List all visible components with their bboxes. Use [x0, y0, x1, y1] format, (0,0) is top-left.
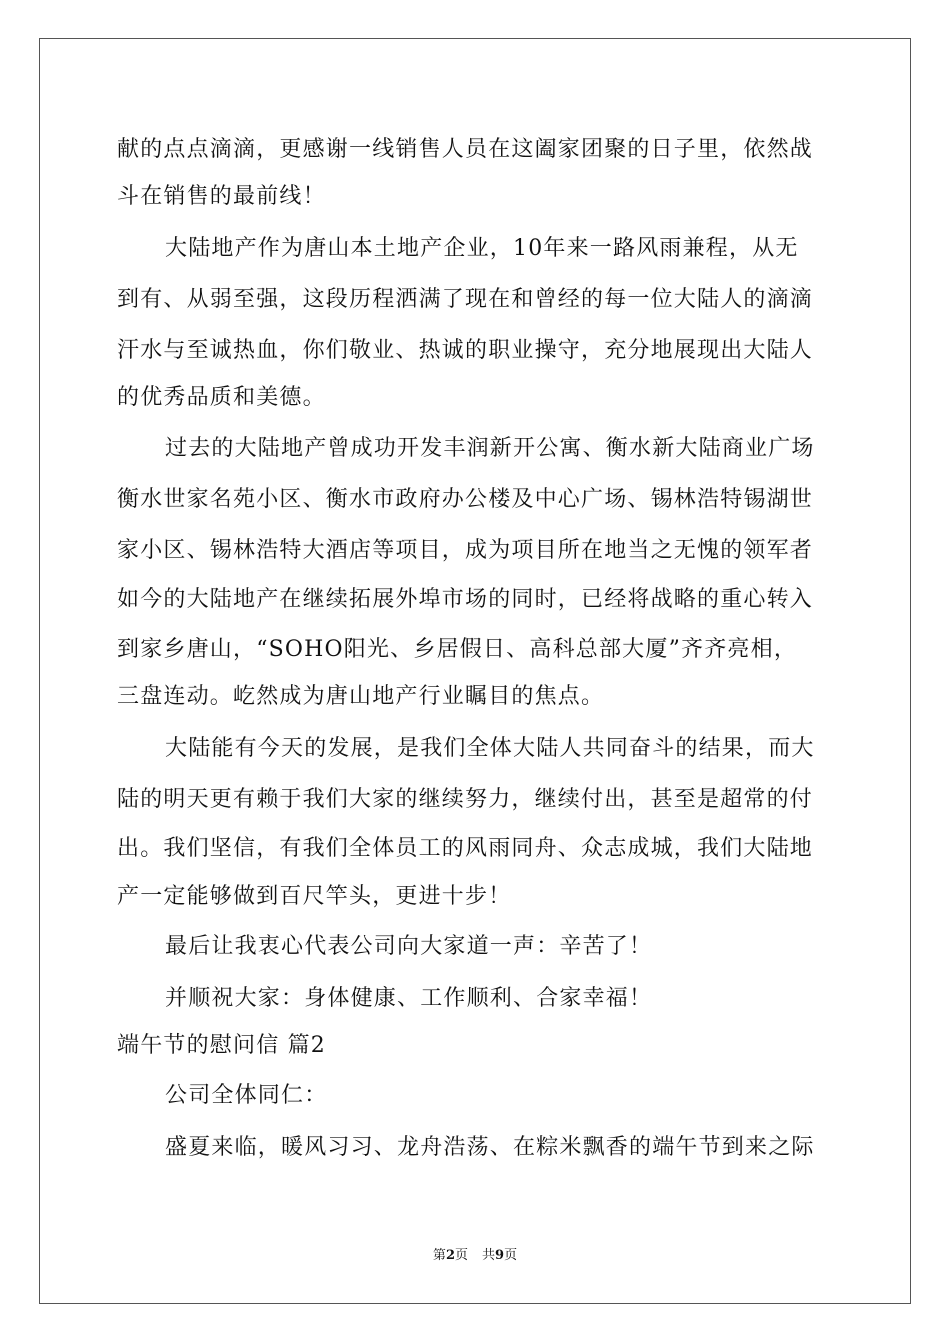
paragraph-start: 最后让我衷心代表公司向大家道一声：辛苦了！: [165, 934, 653, 959]
text-line: 汗水与至诚热血，你们敬业、热诚的职业操守，充分地展现出大陆人: [117, 338, 814, 363]
paragraph-start: 并顺祝大家：身体健康、工作顺利、合家幸福！: [165, 986, 653, 1011]
paragraph-start: 过去的大陆地产曾成功开发丰润新开公寓、衡水新大陆商业广场: [165, 436, 815, 461]
text-line: 衡水世家名苑小区、衡水市政府办公楼及中心广场、锡林浩特锡湖世: [117, 487, 814, 512]
text-line: 献的点点滴滴，更感谢一线销售人员在这阖家团聚的日子里，依然战: [117, 137, 814, 162]
salutation: 公司全体同仁：: [165, 1083, 328, 1108]
text-line: 陆的明天更有赖于我们大家的继续努力，继续付出，甚至是超常的付: [117, 787, 814, 812]
text-line: 三盘连动。屹然成为唐山地产行业瞩目的焦点。: [117, 684, 605, 709]
text-line: 出。我们坚信，有我们全体员工的风雨同舟、众志成城，我们大陆地: [117, 836, 814, 861]
text-line: 斗在销售的最前线！: [117, 184, 326, 209]
section-heading: 端午节的慰问信 篇2: [117, 1033, 326, 1058]
text-line: 到家乡唐山，“SOHO阳光、乡居假日、高科总部大厦”齐齐亮相，: [117, 637, 798, 662]
page-number-label: 第2页: [432, 1248, 468, 1263]
text-line: 家小区、锡林浩特大酒店等项目，成为项目所在地当之无愧的领军者: [117, 538, 814, 563]
page-border: [39, 38, 911, 1304]
text-line: 产一定能够做到百尺竿头，更进十步！: [117, 884, 512, 909]
text-line: 如今的大陆地产在继续拓展外埠市场的同时，已经将战略的重心转入: [117, 587, 814, 612]
paragraph-start: 盛夏来临，暖风习习、龙舟浩荡、在粽米飘香的端午节到来之际: [165, 1135, 815, 1160]
paragraph-start: 大陆能有今天的发展，是我们全体大陆人共同奋斗的结果，而大: [165, 736, 815, 761]
text-line: 到有、从弱至强，这段历程洒满了现在和曾经的每一位大陆人的滴滴: [117, 287, 814, 312]
page-footer: [0, 1247, 950, 1265]
page-total-label: 共9页: [482, 1248, 518, 1263]
paragraph-start: 大陆地产作为唐山本土地产企业，10年来一路风雨兼程，从无: [165, 236, 799, 261]
text-line: 的优秀品质和美德。: [117, 385, 326, 410]
